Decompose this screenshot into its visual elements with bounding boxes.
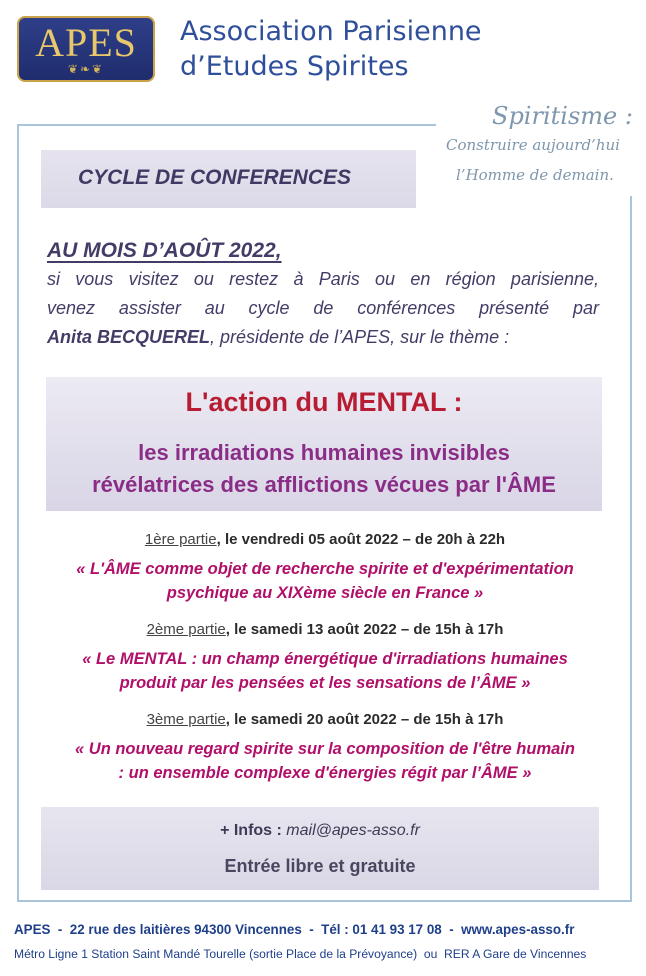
footer-transport: Métro Ligne 1 Station Saint Mandé Tourelle (sortie Place de la Prévoyance) ou RER A Gare de Vincennes [14, 947, 587, 961]
theme-title: L'action du MENTAL : [185, 387, 463, 417]
intro-line-4-rest: , présidente de l’APES, sur le thème : [210, 327, 510, 347]
footer-address: APES - 22 rue des laitières 94300 Vincennes - Tél : 01 41 93 17 08 - www.apes-asso.fr [14, 922, 575, 937]
slogan-line-3: l’Homme de demain. [456, 166, 614, 184]
part-1-date: , le vendredi 05 août 2022 – de 20h à 22h [216, 531, 506, 548]
theme-banner [46, 377, 602, 511]
part-1-title-line-2: psychique au XIXème siècle en France » [166, 584, 484, 602]
conference-part-3 [40, 711, 610, 785]
theme-subtitle-line-2: révélatrices des afflictions vécues par l'ÂME [92, 472, 556, 497]
part-3-title [40, 737, 610, 785]
cycle-title: CYCLE DE CONFERENCES [78, 166, 352, 189]
infos-line [41, 822, 599, 840]
part-1-header [40, 531, 610, 548]
part-2-label: 2ème partie [146, 621, 226, 638]
intro-line-4 [47, 323, 599, 352]
cycle-banner [41, 150, 416, 208]
part-2-title-line-1: « Le MENTAL : un champ énergétique d'irradiations humaines [82, 650, 568, 668]
org-line-2: d’Etudes Spirites [180, 51, 409, 82]
part-2-header [40, 621, 610, 638]
logo-text: APES [35, 20, 137, 65]
intro-paragraph [47, 236, 599, 352]
part-2-title-line-2: produit par les pensées et les sensations de l’ÂME » [119, 674, 531, 692]
part-1-label: 1ère partie [144, 531, 217, 548]
slogan-line-1: Spiritisme : [492, 102, 633, 130]
part-2-date: , le samedi 13 août 2022 – de 15h à 17h [225, 621, 504, 638]
organization-title [180, 14, 482, 84]
part-3-label: 3ème partie [146, 711, 226, 728]
free-entry-text: Entrée libre et gratuite [224, 856, 416, 876]
org-line-1: Association Parisienne [180, 16, 482, 47]
presenter-name: Anita BECQUEREL [47, 327, 211, 347]
conference-part-2 [40, 621, 610, 695]
intro-line-3: venez assister au cycle de conférences présenté par [47, 298, 599, 318]
conference-part-1 [40, 531, 610, 605]
slogan-line-2: Construire aujourd’hui [446, 136, 620, 154]
part-3-date: , le samedi 20 août 2022 – de 15h à 17h [225, 711, 504, 728]
part-2-title [40, 647, 610, 695]
intro-heading: AU MOIS D’AOÛT 2022, [47, 239, 282, 262]
logo-ornament: ❦❧❦ [67, 62, 105, 76]
part-3-header [40, 711, 610, 728]
theme-subtitle-line-1: les irradiations humaines invisibles [138, 440, 510, 465]
part-1-title [40, 557, 610, 605]
intro-line-2: si vous visitez ou restez à Paris ou en région parisienne, [47, 269, 599, 289]
infos-banner [41, 807, 599, 890]
part-3-title-line-2: : un ensemble complexe d'énergies régit par l’ÂME » [118, 764, 532, 782]
part-3-title-line-1: « Un nouveau regard spirite sur la composition de l'être humain [75, 740, 575, 758]
part-1-title-line-1: « L'ÂME comme objet de recherche spirite et d'expérimentation [76, 560, 574, 578]
infos-label: + Infos : [220, 822, 282, 839]
slogan [436, 96, 646, 196]
apes-logo [17, 16, 155, 82]
theme-subtitle [46, 437, 602, 501]
contact-email[interactable]: mail@apes-asso.fr [286, 822, 420, 839]
